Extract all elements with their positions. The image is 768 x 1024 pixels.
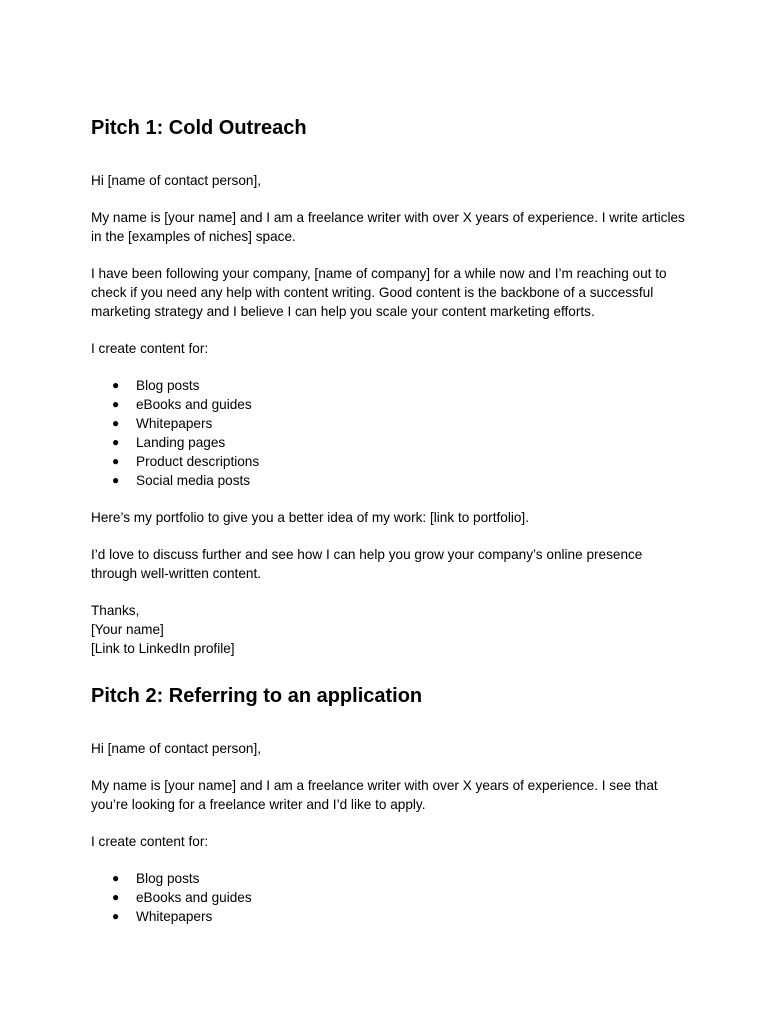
signoff: Thanks, bbox=[91, 603, 140, 618]
bullet-icon: ● bbox=[112, 397, 120, 411]
list-item bbox=[91, 433, 691, 452]
bullet-icon: ● bbox=[112, 435, 120, 449]
pitch-1-section bbox=[91, 115, 691, 658]
list-item bbox=[91, 888, 691, 907]
list-item-label: Landing pages bbox=[136, 435, 226, 450]
document-body bbox=[91, 115, 691, 944]
pitch-2-section bbox=[91, 683, 691, 926]
pitch-2-heading: Pitch 2: Referring to an application bbox=[91, 685, 423, 707]
bullet-icon: ● bbox=[112, 909, 120, 923]
pitch-1-company-paragraph: I have been following your company, [name of company] for a while now and I’m reaching out to check if you need any help with content writing. Good content is the backbone of a successful marketing strategy and I believe I can help you scale your content marketing efforts. bbox=[91, 266, 667, 319]
list-item bbox=[91, 907, 691, 926]
list-item bbox=[91, 471, 691, 490]
list-item-label: Blog posts bbox=[136, 378, 200, 393]
pitch-1-signature-block bbox=[91, 601, 691, 658]
bullet-icon: ● bbox=[112, 454, 120, 468]
list-item-label: Whitepapers bbox=[136, 909, 213, 924]
pitch-2-content-intro: I create content for: bbox=[91, 834, 209, 849]
list-item bbox=[91, 869, 691, 888]
list-item bbox=[91, 376, 691, 395]
bullet-icon: ● bbox=[112, 416, 120, 430]
list-item-label: eBooks and guides bbox=[136, 397, 252, 412]
list-item-label: eBooks and guides bbox=[136, 890, 252, 905]
bullet-icon: ● bbox=[112, 871, 120, 885]
pitch-2-intro-paragraph: My name is [your name] and I am a freelance writer with over X years of experience. I see that you’re looking for a freelance writer and I’d like to apply. bbox=[91, 778, 658, 812]
list-item-label: Product descriptions bbox=[136, 454, 260, 469]
bullet-icon: ● bbox=[112, 378, 120, 392]
bullet-icon: ● bbox=[112, 890, 120, 904]
pitch-1-discuss-paragraph: I’d love to discuss further and see how I can help you grow your company’s online presence through well-written content. bbox=[91, 547, 643, 581]
list-item bbox=[91, 395, 691, 414]
pitch-1-content-intro: I create content for: bbox=[91, 341, 209, 356]
signature-name: [Your name] bbox=[91, 622, 164, 637]
pitch-1-content-list bbox=[91, 376, 691, 490]
bullet-icon: ● bbox=[112, 473, 120, 487]
pitch-1-greeting: Hi [name of contact person], bbox=[91, 173, 262, 188]
pitch-2-content-list bbox=[91, 869, 691, 926]
pitch-1-portfolio-paragraph: Here’s my portfolio to give you a better idea of my work: [link to portfolio]. bbox=[91, 510, 529, 525]
list-item bbox=[91, 414, 691, 433]
list-item-label: Whitepapers bbox=[136, 416, 213, 431]
pitch-2-greeting: Hi [name of contact person], bbox=[91, 741, 262, 756]
list-item-label: Social media posts bbox=[136, 473, 251, 488]
pitch-1-intro-paragraph: My name is [your name] and I am a freelance writer with over X years of experience. I write articles in the [examples of niches] space. bbox=[91, 210, 685, 244]
signature-linkedin: [Link to LinkedIn profile] bbox=[91, 641, 235, 656]
pitch-1-heading: Pitch 1: Cold Outreach bbox=[91, 117, 307, 139]
list-item-label: Blog posts bbox=[136, 871, 200, 886]
list-item bbox=[91, 452, 691, 471]
